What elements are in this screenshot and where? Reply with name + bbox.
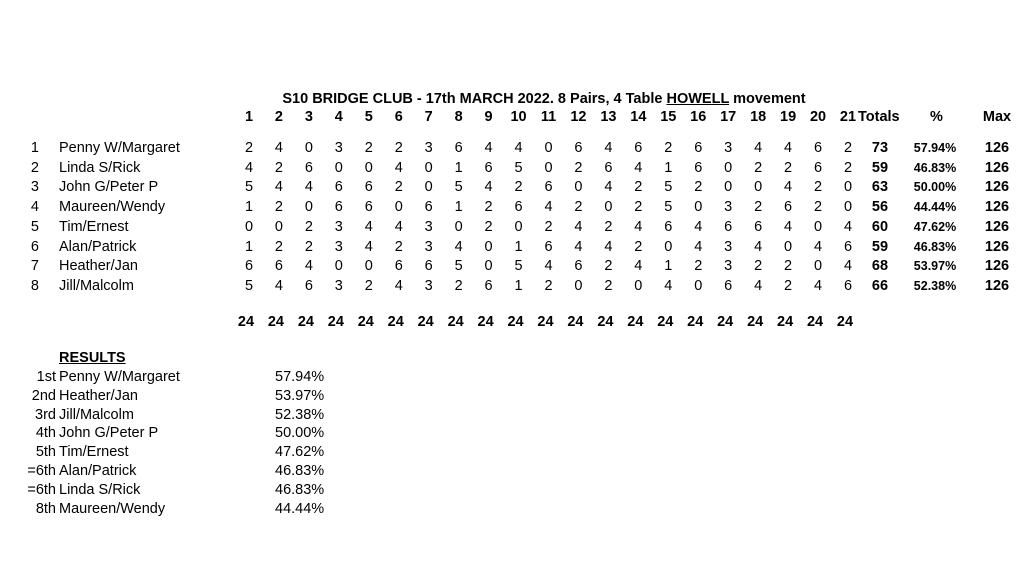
score-cell: 0 (544, 159, 553, 176)
column-total: 24 (297, 314, 314, 330)
score-cell: 4 (784, 140, 793, 156)
score-cell: 4 (664, 277, 673, 294)
result-percent: 46.83% (275, 463, 325, 479)
score-cell: 2 (754, 159, 763, 176)
score-cell: 2 (634, 238, 643, 255)
score-cell: 3 (724, 238, 733, 255)
score-cell: 6 (544, 179, 553, 196)
pair-number: 1 (30, 140, 39, 156)
score-cell: 4 (694, 218, 703, 235)
column-total: 24 (806, 314, 824, 330)
pair-number: 8 (30, 277, 39, 294)
pair-percent: 57.94% (913, 141, 957, 155)
column-header: 3 (304, 109, 313, 125)
result-percent: 50.00% (275, 425, 325, 442)
pair-percent: 53.97% (913, 259, 957, 274)
score-cell: 5 (244, 277, 254, 294)
score-cell: 4 (604, 179, 613, 196)
column-total: 24 (777, 314, 794, 330)
column-total: 24 (537, 314, 554, 330)
score-cell: 2 (574, 159, 583, 176)
score-cell: 4 (604, 140, 613, 156)
score-cell: 2 (304, 238, 313, 255)
result-percent: 52.38% (275, 406, 325, 423)
score-cell: 0 (814, 258, 823, 275)
score-cell: 2 (784, 159, 793, 176)
score-cell: 4 (364, 218, 373, 235)
score-cell: 6 (424, 258, 433, 275)
score-cell: 0 (424, 159, 433, 176)
results-title: RESULTS (59, 350, 126, 366)
score-cell: 4 (574, 238, 583, 255)
score-cell: 4 (274, 179, 283, 196)
result-rank: 1st (36, 369, 56, 385)
pair-name: Alan/Patrick (59, 238, 137, 255)
pair-name: Linda S/Rick (59, 159, 141, 176)
score-cell: 2 (544, 218, 553, 235)
score-cell: 4 (484, 140, 493, 156)
score-cell: 4 (544, 258, 553, 275)
score-cell: 6 (843, 238, 853, 255)
totals-header: Totals (858, 109, 900, 125)
score-cell: 0 (604, 199, 613, 216)
score-cell: 3 (334, 218, 343, 235)
score-cell: 4 (784, 218, 793, 235)
column-total: 24 (507, 314, 524, 330)
score-cell: 6 (364, 179, 373, 196)
pair-percent: 50.00% (913, 180, 957, 195)
pair-percent: 44.44% (913, 200, 957, 215)
column-header: 9 (484, 109, 493, 125)
pair-name: Penny W/Margaret (59, 140, 180, 156)
result-rank: 3rd (35, 406, 56, 423)
score-cell: 4 (364, 238, 373, 255)
result-name: Linda S/Rick (59, 481, 141, 498)
score-cell: 6 (334, 199, 343, 216)
score-cell: 0 (454, 218, 463, 235)
score-cell: 3 (724, 140, 733, 156)
score-cell: 4 (784, 179, 793, 196)
pair-total: 60 (871, 218, 889, 235)
score-cell: 2 (484, 199, 493, 216)
score-cell: 1 (664, 159, 673, 176)
column-total: 24 (836, 314, 854, 330)
title-underlined: HOWELL (666, 91, 730, 107)
pair-name: John G/Peter P (59, 179, 159, 196)
score-cell: 2 (634, 199, 643, 216)
score-cell: 2 (664, 140, 673, 156)
column-header: 19 (780, 109, 797, 125)
pair-number: 7 (30, 258, 39, 275)
score-cell: 2 (604, 277, 613, 294)
score-cell: 2 (304, 218, 313, 235)
score-cell: 0 (484, 258, 493, 275)
result-name: Tim/Ernest (59, 444, 129, 461)
score-cell: 0 (843, 199, 853, 216)
score-cell: 4 (394, 159, 403, 176)
score-cell: 5 (664, 199, 673, 216)
pair-name: Tim/Ernest (59, 218, 129, 235)
score-cell: 3 (424, 218, 433, 235)
column-header: 14 (630, 109, 647, 125)
score-cell: 0 (514, 218, 523, 235)
score-cell: 6 (784, 199, 793, 216)
result-percent: 44.44% (275, 500, 325, 517)
score-cell: 2 (274, 159, 283, 176)
score-cell: 2 (694, 258, 703, 275)
pair-number: 6 (30, 238, 39, 255)
score-cell: 2 (514, 179, 523, 196)
score-cell: 3 (334, 277, 343, 294)
score-cell: 4 (484, 179, 493, 196)
pair-number: 5 (30, 218, 39, 235)
score-cell: 6 (334, 179, 343, 196)
score-cell: 5 (454, 179, 463, 196)
score-cell: 4 (814, 277, 823, 294)
score-cell: 6 (544, 238, 553, 255)
score-cell: 5 (514, 159, 523, 176)
score-cell: 2 (274, 238, 283, 255)
score-cell: 0 (784, 238, 793, 255)
column-total: 24 (387, 314, 404, 330)
score-cell: 4 (843, 218, 853, 235)
score-cell: 4 (394, 218, 403, 235)
column-header: 8 (454, 109, 463, 125)
score-cell: 3 (724, 258, 733, 275)
score-cell: 0 (724, 179, 733, 196)
score-cell: 6 (814, 140, 823, 156)
column-total: 24 (417, 314, 434, 330)
score-cell: 1 (514, 277, 523, 294)
pair-total: 59 (871, 238, 889, 255)
score-cell: 0 (244, 218, 254, 235)
score-cell: 2 (574, 199, 583, 216)
score-cell: 1 (454, 199, 463, 216)
score-cell: 4 (304, 179, 313, 196)
page-title (0, 91, 1024, 107)
score-cell: 0 (364, 159, 373, 176)
score-cell: 2 (784, 277, 793, 294)
score-cell: 2 (694, 179, 703, 196)
result-rank: =6th (27, 481, 56, 498)
column-total: 24 (747, 314, 764, 330)
score-cell: 6 (304, 159, 313, 176)
score-cell: 2 (484, 218, 493, 235)
score-cell: 1 (244, 199, 254, 216)
score-cell: 0 (334, 159, 343, 176)
score-cell: 6 (514, 199, 523, 216)
result-percent: 53.97% (275, 387, 325, 404)
score-cell: 6 (724, 277, 733, 294)
pair-name: Maureen/Wendy (59, 199, 166, 216)
pair-number: 4 (30, 199, 39, 216)
score-cell: 0 (814, 218, 823, 235)
score-cell: 0 (424, 179, 433, 196)
score-cell: 3 (334, 140, 343, 156)
pair-max: 126 (984, 238, 1010, 255)
score-cell: 2 (364, 140, 373, 156)
column-header: 11 (540, 109, 557, 125)
score-cell: 4 (634, 258, 643, 275)
score-cell: 6 (394, 258, 403, 275)
max-header: Max (982, 109, 1012, 125)
score-cell: 6 (574, 140, 583, 156)
score-cell: 4 (814, 238, 823, 255)
column-total: 24 (357, 314, 374, 330)
score-cell: 5 (664, 179, 673, 196)
result-rank: 2nd (31, 387, 56, 404)
score-cell: 2 (274, 199, 283, 216)
pair-name: Jill/Malcolm (59, 277, 134, 294)
result-name: John G/Peter P (59, 425, 159, 442)
score-cell: 1 (244, 238, 254, 255)
result-name: Penny W/Margaret (59, 369, 180, 385)
score-cell: 2 (544, 277, 553, 294)
score-cell: 3 (334, 238, 343, 255)
title-prefix: S10 BRIDGE CLUB - 17th MARCH 2022. 8 Pairs, 4 Table (282, 91, 667, 107)
score-cell: 0 (694, 199, 703, 216)
percent-header: % (930, 109, 943, 125)
column-header: 15 (660, 109, 677, 125)
column-header: 13 (600, 109, 617, 125)
pair-total: 63 (871, 179, 889, 196)
score-cell: 4 (304, 258, 313, 275)
score-cell: 6 (694, 159, 703, 176)
result-percent: 47.62% (275, 444, 325, 461)
score-cell: 3 (424, 140, 433, 156)
pair-total: 59 (871, 159, 889, 176)
column-total: 24 (477, 314, 494, 330)
score-cell: 0 (484, 238, 493, 255)
score-cell: 6 (634, 140, 643, 156)
result-rank: 5th (35, 444, 56, 461)
title-suffix: movement (729, 91, 806, 107)
result-rank: =6th (27, 463, 56, 479)
column-total: 24 (657, 314, 674, 330)
score-cell: 4 (694, 238, 703, 255)
column-header: 1 (244, 109, 254, 125)
result-name: Alan/Patrick (59, 463, 137, 479)
result-name: Heather/Jan (59, 387, 138, 404)
column-header: 7 (424, 109, 433, 125)
score-cell: 2 (754, 258, 763, 275)
column-total: 24 (267, 314, 284, 330)
score-cell: 0 (694, 277, 703, 294)
score-cell: 2 (394, 179, 403, 196)
score-cell: 3 (724, 199, 733, 216)
score-cell: 4 (754, 277, 763, 294)
column-header: 17 (720, 109, 737, 125)
score-cell: 0 (304, 140, 313, 156)
pair-percent: 47.62% (913, 219, 957, 234)
score-cell: 2 (364, 277, 373, 294)
score-cell: 2 (634, 179, 643, 196)
result-rank: 8th (35, 500, 56, 517)
score-cell: 2 (814, 199, 823, 216)
score-cell: 4 (274, 277, 283, 294)
score-cell: 2 (784, 258, 793, 275)
score-cell: 6 (754, 218, 763, 235)
score-cell: 4 (544, 199, 553, 216)
score-cell: 6 (843, 277, 853, 294)
column-total: 24 (447, 314, 464, 330)
score-cell: 4 (754, 140, 763, 156)
score-cell: 4 (454, 238, 463, 255)
pair-max: 126 (984, 258, 1010, 275)
score-cell: 4 (574, 218, 583, 235)
column-header: 2 (274, 109, 283, 125)
score-cell: 1 (514, 238, 523, 255)
column-total: 24 (717, 314, 734, 330)
score-cell: 4 (604, 238, 613, 255)
score-cell: 6 (604, 159, 613, 176)
column-header: 4 (334, 109, 343, 125)
score-cell: 1 (664, 258, 673, 275)
pair-max: 126 (984, 199, 1010, 216)
score-cell: 0 (304, 199, 313, 216)
result-name: Jill/Malcolm (59, 406, 134, 423)
score-cell: 4 (514, 140, 523, 156)
score-cell: 2 (604, 258, 613, 275)
score-cell: 0 (724, 159, 733, 176)
pair-total: 73 (871, 140, 889, 156)
score-cell: 3 (424, 238, 433, 255)
score-cell: 4 (754, 238, 763, 255)
pair-max: 126 (984, 218, 1010, 235)
column-header: 10 (510, 109, 527, 125)
score-cell: 6 (484, 277, 493, 294)
pair-percent: 52.38% (913, 278, 957, 293)
pair-percent: 46.83% (913, 239, 957, 254)
pair-max: 126 (984, 277, 1010, 294)
score-cell: 4 (634, 159, 643, 176)
score-cell: 2 (454, 277, 463, 294)
score-cell: 4 (394, 277, 403, 294)
score-cell: 3 (424, 277, 433, 294)
pair-max: 126 (984, 159, 1010, 176)
score-cell: 6 (694, 140, 703, 156)
score-cell: 0 (364, 258, 373, 275)
score-cell: 6 (664, 218, 673, 235)
pair-percent: 46.83% (913, 160, 957, 175)
result-name: Maureen/Wendy (59, 500, 166, 517)
score-cell: 6 (454, 140, 463, 156)
score-cell: 4 (244, 159, 254, 176)
score-cell: 4 (634, 218, 643, 235)
score-cell: 6 (364, 199, 373, 216)
pair-number: 3 (30, 179, 39, 196)
score-cell: 6 (814, 159, 823, 176)
score-cell: 6 (244, 258, 254, 275)
score-cell: 0 (574, 179, 583, 196)
column-header: 18 (750, 109, 767, 125)
column-total: 24 (237, 314, 255, 330)
pair-name: Heather/Jan (59, 258, 138, 275)
score-cell: 6 (724, 218, 733, 235)
column-header: 6 (394, 109, 403, 125)
score-cell: 6 (274, 258, 283, 275)
column-total: 24 (597, 314, 614, 330)
score-cell: 2 (244, 140, 254, 156)
score-cell: 6 (574, 258, 583, 275)
score-cell: 0 (843, 179, 853, 196)
result-percent: 46.83% (275, 481, 325, 498)
score-cell: 1 (454, 159, 463, 176)
score-cell: 0 (274, 218, 283, 235)
pair-number: 2 (30, 159, 39, 176)
score-cell: 0 (754, 179, 763, 196)
score-cell: 5 (514, 258, 523, 275)
pair-total: 66 (871, 277, 889, 294)
score-cell: 6 (424, 199, 433, 216)
score-cell: 0 (394, 199, 403, 216)
column-header: 12 (570, 109, 587, 125)
score-cell: 4 (843, 258, 853, 275)
result-percent: 57.94% (275, 369, 325, 385)
column-header: 5 (364, 109, 373, 125)
score-cell: 0 (574, 277, 583, 294)
score-cell: 6 (484, 159, 493, 176)
column-header: 21 (839, 109, 857, 125)
score-cell: 0 (334, 258, 343, 275)
score-cell: 2 (814, 179, 823, 196)
score-cell: 2 (843, 140, 853, 156)
score-cell: 2 (604, 218, 613, 235)
pair-total: 68 (871, 258, 889, 275)
score-cell: 5 (454, 258, 463, 275)
score-cell: 0 (664, 238, 673, 255)
score-cell: 2 (394, 140, 403, 156)
result-rank: 4th (35, 425, 56, 442)
pair-max: 126 (984, 179, 1010, 196)
column-total: 24 (627, 314, 644, 330)
score-cell: 2 (754, 199, 763, 216)
score-cell: 0 (544, 140, 553, 156)
score-cell: 2 (843, 159, 853, 176)
column-header: 20 (809, 109, 827, 125)
column-total: 24 (327, 314, 344, 330)
column-header: 16 (690, 109, 707, 125)
score-cell: 6 (304, 277, 313, 294)
pair-total: 56 (871, 199, 889, 216)
score-cell: 4 (274, 140, 283, 156)
score-cell: 2 (394, 238, 403, 255)
score-cell: 0 (634, 277, 643, 294)
score-cell: 5 (244, 179, 254, 196)
column-total: 24 (687, 314, 704, 330)
pair-max: 126 (984, 140, 1010, 156)
column-total: 24 (567, 314, 584, 330)
